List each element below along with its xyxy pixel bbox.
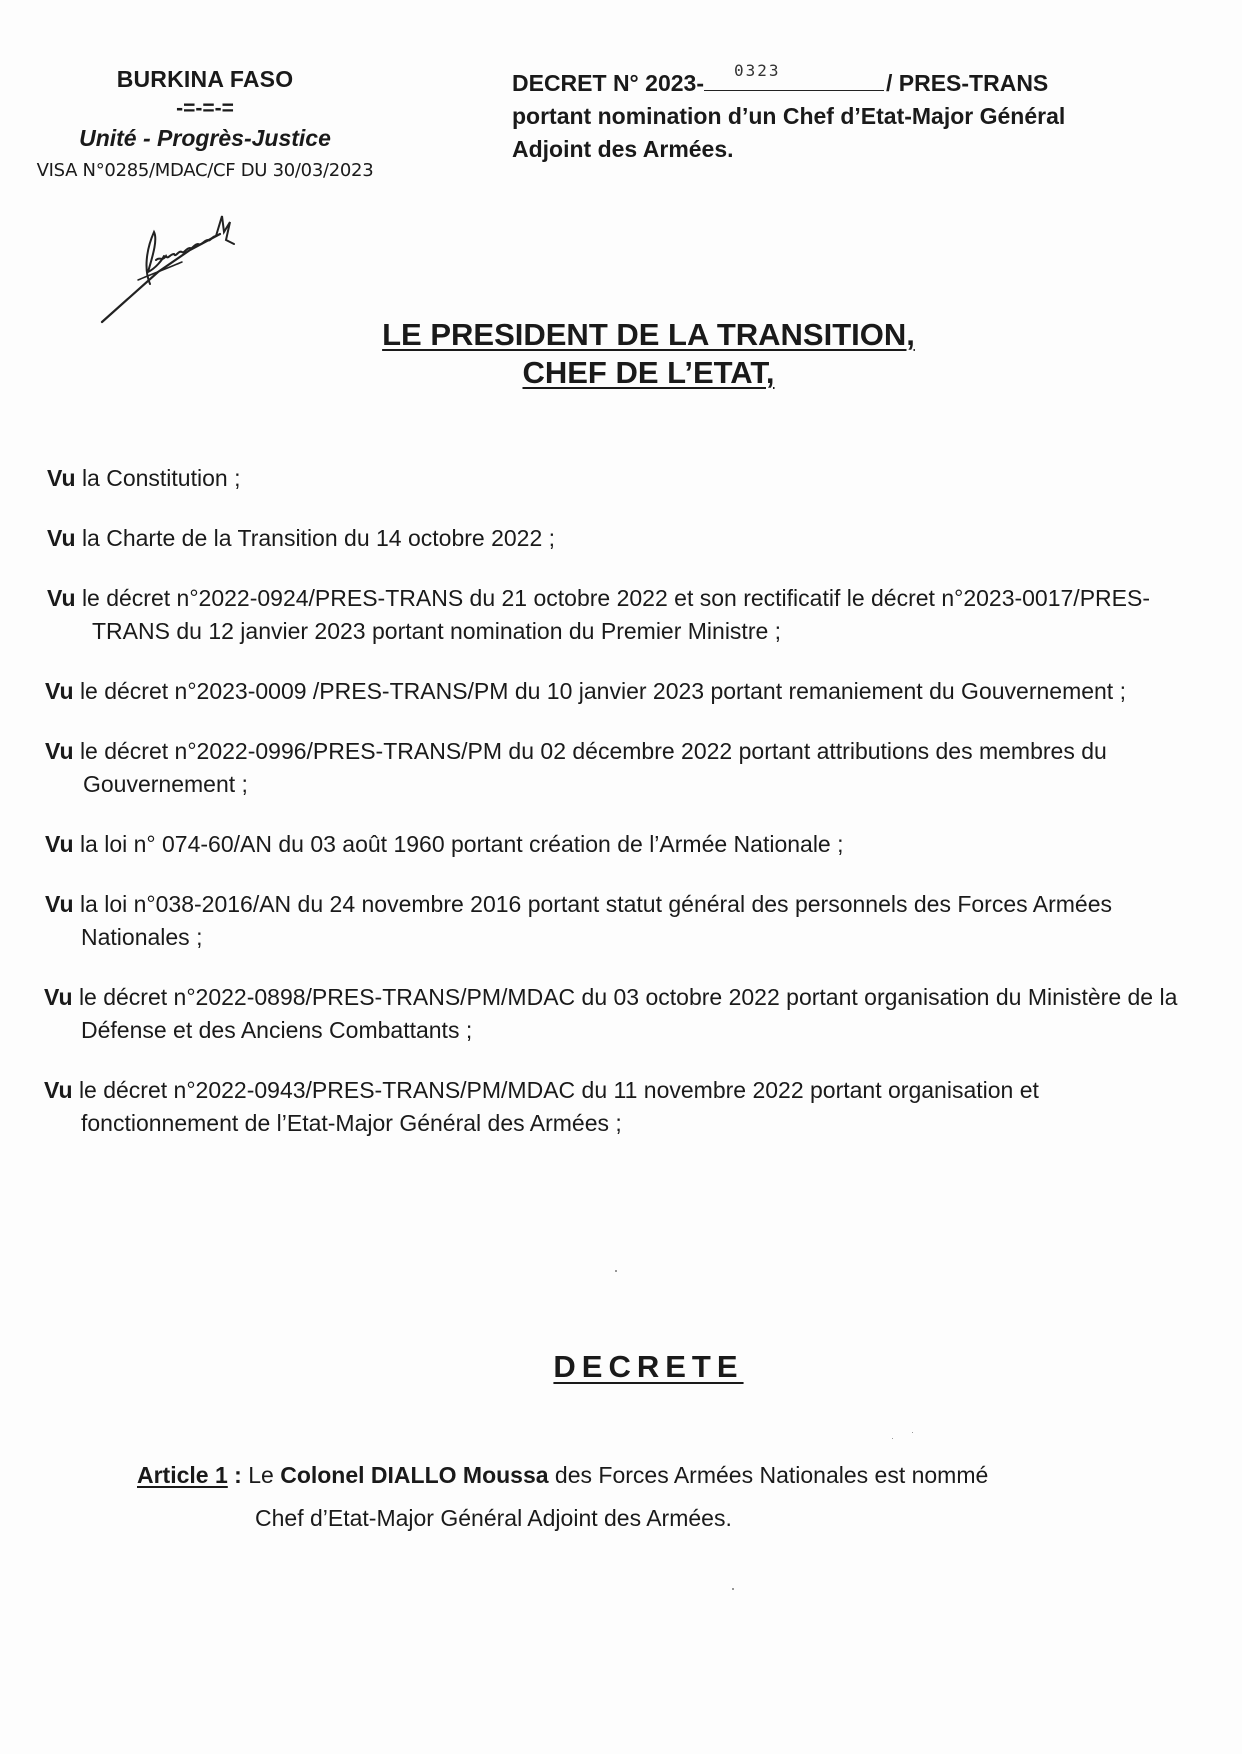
consideration-text: le décret n°2022-0996/PRES-TRANS/PM du 02 décembre 2022 portant attributions des membres du Gouvernement ; [79, 738, 1107, 797]
title-line1: LE PRESIDENT DE LA TRANSITION, [382, 317, 915, 352]
consideration-text: le décret n°2022-0943/PRES-TRANS/PM/MDAC du 11 novembre 2022 portant organisation et fonctionnement de l’Etat-Major Général des Armées ; [78, 1077, 1039, 1136]
signature-paraph [98, 210, 258, 330]
article-label: Article 1 [137, 1462, 228, 1488]
header-left [20, 66, 390, 181]
consideration-keyword: Vu [47, 585, 76, 611]
consideration-keyword: Vu [47, 525, 76, 551]
consideration-text: la loi n° 074-60/AN du 03 août 1960 portant création de l’Armée Nationale ; [79, 831, 844, 857]
decree-subject-line2: Adjoint des Armées. [512, 136, 734, 162]
national-motto: Unité - Progrès-Justice [79, 125, 331, 151]
consideration-text: la Charte de la Transition du 14 octobre 2022 ; [81, 525, 556, 551]
appointee-name: Colonel DIALLO Moussa [280, 1462, 549, 1488]
consideration-text: le décret n°2023-0009 /PRES-TRANS/PM du 10 janvier 2023 portant remaniement du Gouvernement ; [79, 678, 1126, 704]
decree-subject-line1: portant nomination d’un Chef d’Etat-Major Général [512, 103, 1066, 129]
considerations-list [44, 462, 1197, 1140]
header-right [512, 61, 1212, 166]
article-text-before: Le [248, 1462, 281, 1488]
country-name: BURKINA FASO [116, 66, 294, 92]
scan-speck [732, 1588, 734, 1590]
consideration-keyword: Vu [47, 465, 76, 491]
consideration-text: la loi n°038-2016/AN du 24 novembre 2016 portant statut général des personnels des Forces Armées Nationales ; [79, 891, 1112, 950]
consideration-item [45, 735, 1197, 801]
scan-speck [892, 1438, 893, 1439]
scan-speck [615, 1270, 617, 1272]
decree-prefix: DECRET N° 2023- [512, 70, 704, 96]
decree-title [0, 316, 1242, 392]
consideration-item [47, 462, 1197, 495]
consideration-text: le décret n°2022-0898/PRES-TRANS/PM/MDAC du 03 octobre 2022 portant organisation du Ministère de la Défense et des Anciens Combattants ; [78, 984, 1178, 1043]
header-separator: -=-=-= [176, 97, 234, 120]
title-line2: CHEF DE L’ETAT, [522, 355, 775, 390]
consideration-keyword: Vu [45, 678, 74, 704]
consideration-item [45, 888, 1197, 954]
article-text-after: des Forces Armées Nationales est nommé [548, 1462, 989, 1488]
decrete-heading [0, 1349, 1242, 1385]
decree-number: 0323 [733, 61, 781, 80]
consideration-keyword: Vu [45, 738, 74, 764]
article-1 [137, 1454, 1137, 1540]
consideration-item [47, 582, 1197, 648]
consideration-text: le décret n°2022-0924/PRES-TRANS du 21 octobre 2022 et son rectificatif le décret n°2023-0017/PRES-TRANS du 12 janvier 2023 portant nomination du Premier Ministre ; [81, 585, 1150, 644]
decrete-text: DECRETE [553, 1349, 744, 1384]
consideration-item [47, 522, 1197, 555]
consideration-item [45, 828, 1197, 861]
article-1-line2: Chef d’Etat-Major Général Adjoint des Armées. [255, 1505, 732, 1531]
consideration-text: la Constitution ; [81, 465, 241, 491]
consideration-item [44, 981, 1197, 1047]
consideration-keyword: Vu [45, 891, 74, 917]
article-1-line1 [137, 1454, 1137, 1497]
consideration-keyword: Vu [45, 831, 74, 857]
decree-suffix: / PRES-TRANS [885, 70, 1049, 96]
consideration-keyword: Vu [44, 984, 73, 1010]
article-colon: : [227, 1462, 249, 1488]
decree-number-field [704, 61, 884, 91]
scan-speck [912, 1432, 913, 1433]
consideration-keyword: Vu [44, 1077, 73, 1103]
consideration-item [44, 1074, 1197, 1140]
decree-number-line [512, 61, 1212, 100]
consideration-item [45, 675, 1197, 708]
visa-reference: VISA N°0285/MDAC/CF DU 30/03/2023 [36, 160, 374, 181]
